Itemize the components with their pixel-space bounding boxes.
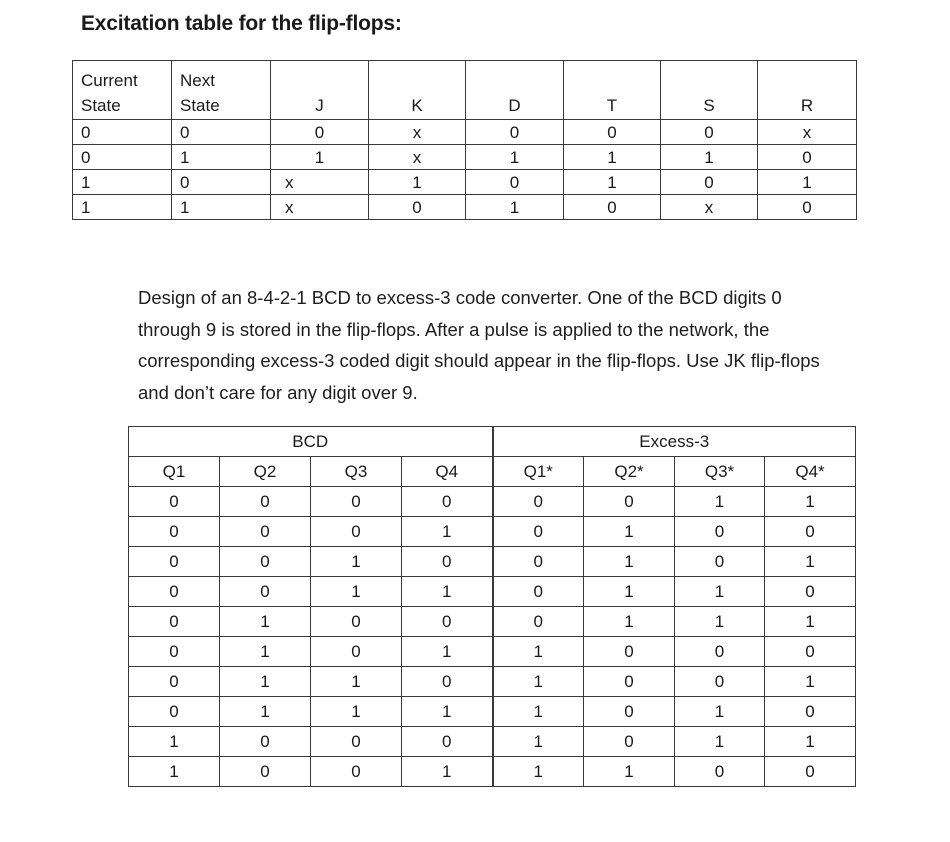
- table-row: [129, 667, 856, 697]
- table-cell: 1: [220, 637, 311, 667]
- table-cell: 1: [172, 195, 271, 220]
- table-cell: 0: [129, 607, 220, 637]
- table-cell: 0: [765, 517, 856, 547]
- table-row: [129, 577, 856, 607]
- table-cell: 0: [129, 577, 220, 607]
- header-next: Next: [172, 61, 271, 92]
- table-cell: 0: [220, 547, 311, 577]
- table-cell: 1: [675, 577, 765, 607]
- table-cell: 0: [493, 547, 584, 577]
- table-cell: 1: [493, 727, 584, 757]
- table-row: [129, 757, 856, 787]
- table-cell: 0: [402, 487, 493, 517]
- table-cell: 1: [765, 487, 856, 517]
- table-cell: 1: [584, 517, 675, 547]
- column-header: Q1: [129, 457, 220, 487]
- table-row: [129, 637, 856, 667]
- header-current-state: State: [73, 91, 172, 120]
- table-cell: 1: [584, 577, 675, 607]
- table-cell: 1: [675, 697, 765, 727]
- table-row: [129, 517, 856, 547]
- column-header-row: [129, 457, 856, 487]
- table-cell: 1: [311, 667, 402, 697]
- table-cell: 0: [311, 517, 402, 547]
- column-header: Q4: [402, 457, 493, 487]
- column-header: Q2: [220, 457, 311, 487]
- table-row: [129, 487, 856, 517]
- table-cell: 0: [765, 637, 856, 667]
- table-cell: 0: [311, 727, 402, 757]
- table-cell: 0: [564, 120, 661, 145]
- table-cell: 1: [493, 697, 584, 727]
- header-j: J: [271, 91, 369, 120]
- table-cell: 0: [129, 637, 220, 667]
- table-cell: 0: [493, 487, 584, 517]
- table-cell: 1: [675, 727, 765, 757]
- table-cell: 0: [311, 637, 402, 667]
- table-cell: 0: [129, 697, 220, 727]
- table-cell: 0: [675, 517, 765, 547]
- table-cell: 0: [584, 727, 675, 757]
- bcd-excess3-table: [128, 426, 856, 787]
- table-cell: 1: [172, 145, 271, 170]
- column-header: Q2*: [584, 457, 675, 487]
- table-cell: 1: [493, 637, 584, 667]
- table-cell: 1: [584, 607, 675, 637]
- header-r: R: [758, 91, 857, 120]
- table-cell: 0: [311, 487, 402, 517]
- table-cell: 0: [765, 577, 856, 607]
- table-cell: 1: [493, 757, 584, 787]
- column-header: Q3: [311, 457, 402, 487]
- table-row: [129, 547, 856, 577]
- table-cell: 1: [584, 547, 675, 577]
- table-cell: x: [758, 120, 857, 145]
- table-cell: x: [369, 145, 466, 170]
- table-cell: 0: [220, 517, 311, 547]
- table-cell: 1: [129, 757, 220, 787]
- table-row: [73, 195, 857, 220]
- table-row: [129, 727, 856, 757]
- table-cell: 1: [765, 727, 856, 757]
- table-cell: 0: [220, 487, 311, 517]
- table-cell: 0: [675, 667, 765, 697]
- table-cell: 1: [129, 727, 220, 757]
- problem-description: Design of an 8-4-2-1 BCD to excess-3 code converter. One of the BCD digits 0 through 9 is stored in the flip-flops. After a pulse is applied to the network, the corresponding excess-3 coded digit should appear in the flip-flops. Use JK flip-flops and don’t care for any digit over 9.: [138, 287, 820, 403]
- table-cell: 0: [466, 170, 564, 195]
- table-cell: 0: [220, 727, 311, 757]
- table-cell: 0: [758, 195, 857, 220]
- table-cell: 1: [220, 667, 311, 697]
- table-cell: 1: [311, 547, 402, 577]
- table-cell: x: [369, 120, 466, 145]
- page-title: Excitation table for the flip-flops:: [81, 12, 402, 35]
- table-cell: x: [661, 195, 758, 220]
- table-cell: 1: [311, 697, 402, 727]
- header-k: K: [369, 91, 466, 120]
- table-cell: 0: [765, 697, 856, 727]
- table-cell: 0: [220, 757, 311, 787]
- table-cell: 1: [402, 577, 493, 607]
- table-cell: 1: [271, 145, 369, 170]
- table-row: [73, 170, 857, 195]
- table-row: [73, 145, 857, 170]
- table-cell: 0: [584, 637, 675, 667]
- table-cell: 0: [765, 757, 856, 787]
- group-bcd: BCD: [129, 427, 493, 457]
- column-header: Q3*: [675, 457, 765, 487]
- table-cell: 0: [311, 757, 402, 787]
- table-cell: 0: [661, 120, 758, 145]
- table-cell: 0: [402, 607, 493, 637]
- table-cell: 1: [493, 667, 584, 697]
- table-cell: 1: [584, 757, 675, 787]
- table-cell: 0: [675, 547, 765, 577]
- table-cell: 0: [129, 667, 220, 697]
- table-cell: 0: [493, 517, 584, 547]
- table-cell: 0: [73, 145, 172, 170]
- table-cell: 0: [73, 120, 172, 145]
- table-cell: 1: [466, 145, 564, 170]
- table-cell: 0: [311, 607, 402, 637]
- table-cell: 0: [466, 120, 564, 145]
- table-cell: 0: [564, 195, 661, 220]
- table-cell: 1: [564, 145, 661, 170]
- table-cell: 1: [220, 697, 311, 727]
- table-cell: 0: [129, 487, 220, 517]
- table-cell: x: [271, 195, 369, 220]
- table-row: [129, 607, 856, 637]
- table-cell: 1: [765, 547, 856, 577]
- group-header-row: [129, 427, 856, 457]
- table-cell: 1: [765, 607, 856, 637]
- header-s: S: [661, 91, 758, 120]
- column-header: Q1*: [493, 457, 584, 487]
- table-cell: 1: [466, 195, 564, 220]
- table-cell: 1: [675, 607, 765, 637]
- table-cell: 1: [758, 170, 857, 195]
- table-cell: 1: [402, 637, 493, 667]
- table-cell: 0: [675, 637, 765, 667]
- table-cell: 0: [129, 547, 220, 577]
- table-cell: 0: [402, 667, 493, 697]
- table-cell: 1: [402, 757, 493, 787]
- table-cell: 1: [369, 170, 466, 195]
- table-cell: 0: [220, 577, 311, 607]
- table-cell: 0: [172, 170, 271, 195]
- table-cell: 0: [271, 120, 369, 145]
- table-cell: 0: [129, 517, 220, 547]
- header-t: T: [564, 91, 661, 120]
- table-cell: 1: [402, 697, 493, 727]
- table-cell: 1: [73, 195, 172, 220]
- table-cell: 1: [311, 577, 402, 607]
- excitation-table: [72, 60, 857, 220]
- table-cell: 0: [402, 547, 493, 577]
- table-cell: 0: [493, 607, 584, 637]
- table-cell: 0: [584, 487, 675, 517]
- table-cell: 1: [220, 607, 311, 637]
- table-row: [129, 697, 856, 727]
- header-d: D: [466, 91, 564, 120]
- excitation-header-row-top: [73, 61, 857, 92]
- column-header: Q4*: [765, 457, 856, 487]
- table-cell: 0: [661, 170, 758, 195]
- group-excess3: Excess-3: [493, 427, 856, 457]
- table-cell: 0: [675, 757, 765, 787]
- excitation-header-row-bottom: [73, 91, 857, 120]
- table-cell: x: [271, 170, 369, 195]
- table-row: [73, 120, 857, 145]
- table-cell: 0: [584, 667, 675, 697]
- table-cell: 1: [564, 170, 661, 195]
- table-cell: 1: [73, 170, 172, 195]
- table-cell: 0: [172, 120, 271, 145]
- header-current: Current: [73, 61, 172, 92]
- table-cell: 1: [402, 517, 493, 547]
- table-cell: 1: [675, 487, 765, 517]
- table-cell: 0: [493, 577, 584, 607]
- header-next-state: State: [172, 91, 271, 120]
- table-cell: 0: [369, 195, 466, 220]
- table-cell: 1: [765, 667, 856, 697]
- table-cell: 0: [402, 727, 493, 757]
- table-cell: 1: [661, 145, 758, 170]
- table-cell: 0: [758, 145, 857, 170]
- table-cell: 0: [584, 697, 675, 727]
